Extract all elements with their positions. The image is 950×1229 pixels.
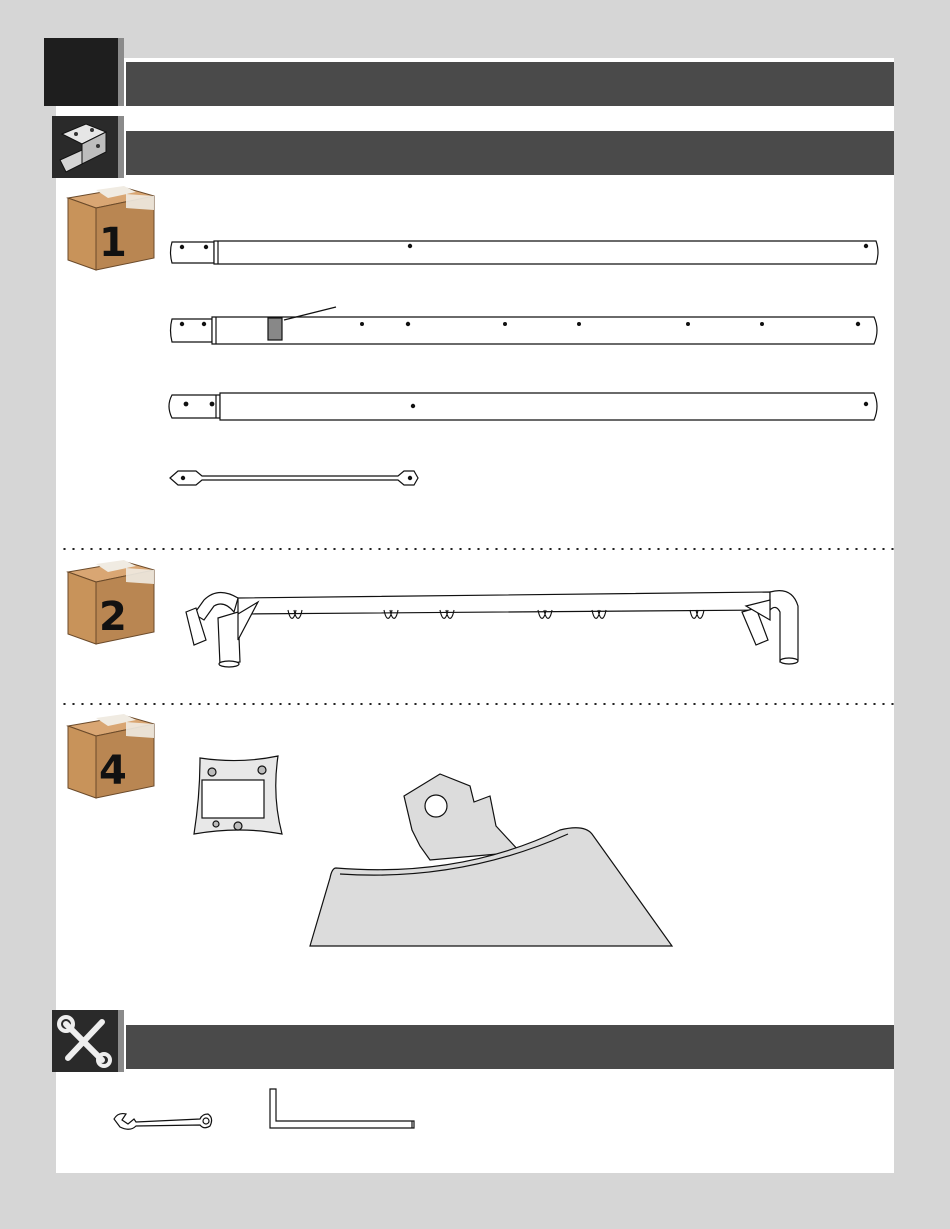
top-frame-part bbox=[186, 591, 798, 667]
wrench-tool bbox=[114, 1114, 212, 1130]
svg-text:4: 4 bbox=[99, 748, 127, 794]
hex-key-tool bbox=[270, 1089, 414, 1128]
tube-part bbox=[171, 241, 879, 264]
hardware-pack-label bbox=[203, 781, 263, 817]
svg-text:1: 1 bbox=[99, 220, 127, 266]
tube-part bbox=[169, 393, 877, 420]
base-foot-part bbox=[310, 774, 672, 946]
tube-part bbox=[171, 307, 878, 344]
svg-text:2: 2 bbox=[99, 594, 127, 640]
rod-part bbox=[170, 471, 418, 485]
